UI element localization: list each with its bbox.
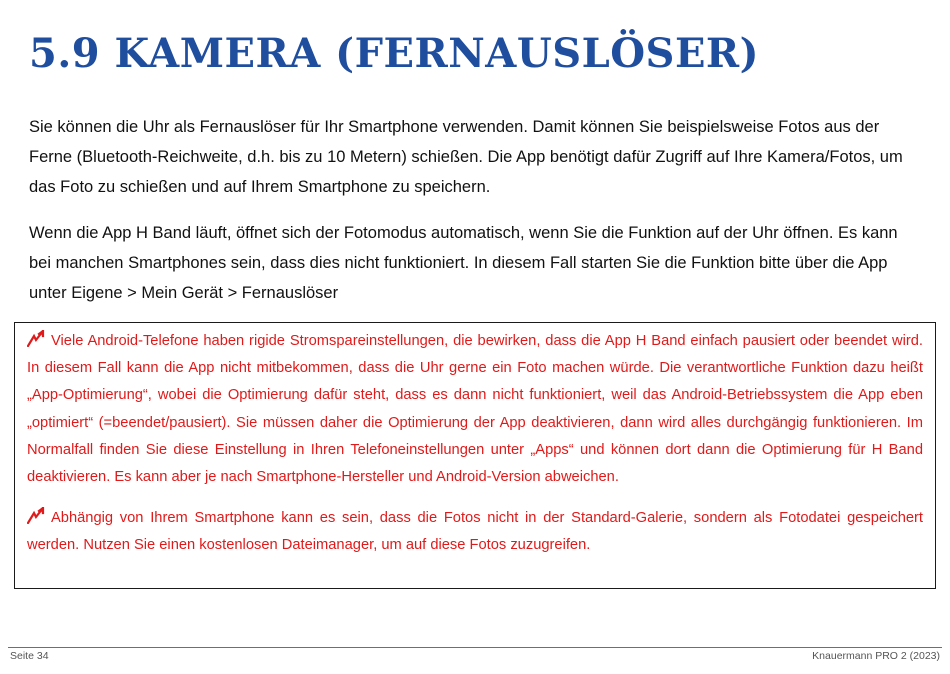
paragraph-h-band: Wenn die App H Band läuft, öffnet sich der Fotomodus automatisch, wenn Sie die Funktion auf der Uhr öffnen. Es kann bei manchen Smartphones sein, dass dies nicht funktioniert. In diesem Fall starten Sie die Funktion bitte über die App unter Eigene > Mein Gerät > Fernauslöser: [29, 224, 898, 302]
paragraph-intro: Sie können die Uhr als Fernauslöser für Ihr Smartphone verwenden. Damit können Sie beispielsweise Fotos aus der Ferne (Bluetooth-Reichweite, d.h. bis zu 10 Metern) schießen. Die App benötigt dafür Zugriff auf Ihre Kamera/Fotos, um das Foto zu schießen und auf Ihrem Smartphone zu speichern.: [29, 118, 903, 196]
document-title: Knauermann PRO 2 (2023): [812, 650, 940, 662]
page-number: Seite 34: [10, 650, 49, 662]
warning-lightning-icon: [27, 507, 45, 524]
warning-lightning-icon: [27, 330, 45, 347]
note-text: Viele Android-Telefone haben rigide Stromspareinstellungen, die bewirken, dass die App H Band einfach pausiert oder beendet wird. In diesem Fall kann die App nicht mitbekommen, dass die Uhr gerne ein Foto machen würde. Die verantwortliche Funktion dazu heißt „App-Optimierung“, wobei die Optimierung dafür steht, dass es dann nicht funktioniert, weil das Android-Betriebssystem die App eben „optimiert“ (=beendet/pausiert). Sie müssen daher die Optimierung der App deaktivieren, dann wird alles durchgängig funktionieren. Im Normalfall finden Sie diese Einstellung in Ihren Telefoneinstellungen unter „Apps“ und können dort dann die Optimierung für H Band deaktivieren. Es kann aber je nach Smartphone-Hersteller und Android-Version abweichen.: [27, 333, 923, 486]
note-photo-storage: [27, 505, 923, 559]
section-heading: 5.9 KAMERA (FERNAUSLÖSER): [29, 30, 760, 77]
note-android-optimization: [27, 328, 923, 491]
footer-divider: [8, 647, 942, 648]
note-text: Abhängig von Ihrem Smartphone kann es sein, dass die Fotos nicht in der Standard-Galerie, sondern als Fotodatei gespeichert werden. Nutzen Sie einen kostenlosen Dateimanager, um auf diese Fotos zuzugreifen.: [27, 510, 923, 554]
warning-box: [14, 322, 936, 589]
